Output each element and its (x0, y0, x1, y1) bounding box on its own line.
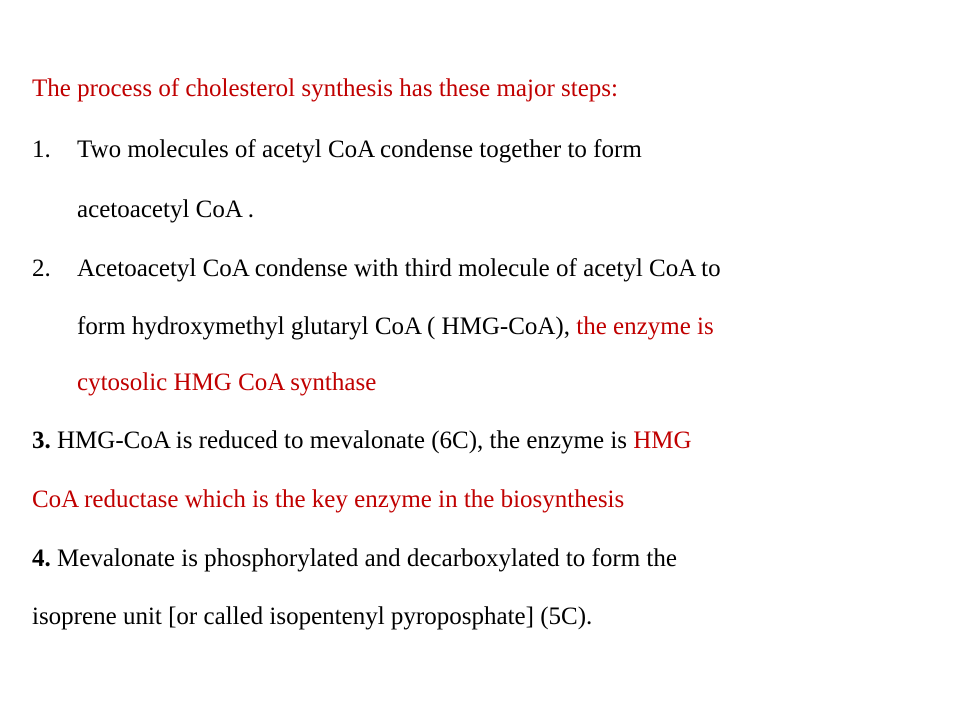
step-1-number: 1. (32, 136, 51, 163)
step-4-line-1 (32, 543, 677, 575)
step-3-line-1 (32, 425, 692, 457)
step-2-line-2 (77, 311, 897, 343)
step-4-number: 4. (32, 545, 51, 572)
step-3-text: HMG-CoA is reduced to mevalonate (6C), the enzyme is (50, 427, 634, 454)
step-4-line-2: isoprene unit [or called isopentenyl pyroposphate] (5C). (32, 603, 593, 630)
step-4-text: Mevalonate is phosphorylated and decarboxylated to form the (50, 545, 677, 572)
step-3-enzyme-start: HMG (633, 427, 692, 454)
step-2-number: 2. (32, 255, 51, 282)
step-3-number: 3. (32, 427, 51, 454)
step-1-line-2: acetoacetyl CoA . (77, 196, 255, 223)
step-2-line-2-text: form hydroxymethyl glutaryl CoA ( HMG-CoA), (77, 313, 577, 340)
slide-heading: The process of cholesterol synthesis has these major steps: (32, 75, 618, 102)
step-1-line-1: Two molecules of acetyl CoA condense together to form (77, 136, 642, 163)
step-2-line-1: Acetoacetyl CoA condense with third molecule of acetyl CoA to (77, 255, 721, 282)
step-2-enzyme-name: cytosolic HMG CoA synthase (77, 369, 377, 396)
step-2-enzyme-intro: the enzyme is (576, 313, 714, 340)
step-3-line-2: CoA reductase which is the key enzyme in the biosynthesis (32, 486, 625, 513)
